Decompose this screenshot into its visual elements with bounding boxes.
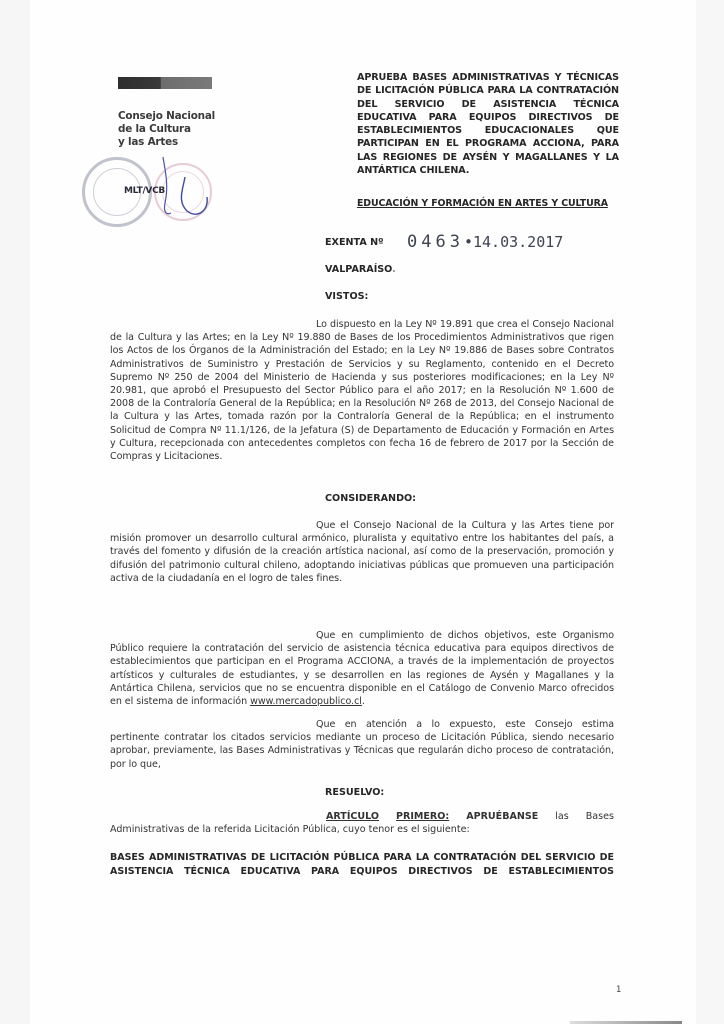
organization-name	[118, 110, 215, 149]
city-label	[325, 264, 396, 275]
scan-margin-right	[696, 0, 724, 1024]
organization-line: Consejo Nacional	[118, 110, 216, 122]
considerando-text-3: Que en atención a lo expuesto, este Consejo estima pertinente contratar los citados servicios mediante un proceso de Licitación Pública, siendo necesario aprobar, previamente, las Bases Administrativas y Técnicas que regularán dicho proceso de contratación, por lo que,	[110, 719, 614, 770]
resolution-number-stamp	[407, 232, 563, 252]
articulo-word: Bases	[585, 811, 614, 822]
articulo-label: ARTÍCULO	[326, 811, 379, 822]
considerando-paragraph-3	[110, 718, 614, 771]
logo-bar	[118, 77, 212, 89]
articulo-primero	[110, 810, 614, 836]
period: .	[361, 696, 365, 708]
considerando-paragraph-2	[110, 629, 614, 708]
articulo-word: las	[555, 811, 569, 822]
page-number: 1	[616, 985, 622, 995]
bases-title: BASES ADMINISTRATIVAS DE LICITACIÓN PÚBLICA PARA LA CONTRATACIÓN DEL SERVICIO DE ASISTENCIA TÉCNICA EDUCATIVA PARA EQUIPOS DIRECTIVOS DE ESTABLECIMIENTOS	[110, 852, 614, 877]
resuelvo-heading: RESUELVO:	[325, 787, 385, 798]
resolution-number: 0463	[407, 232, 464, 252]
articulo-line	[110, 810, 614, 823]
considerando-text-2: Que en cumplimiento de dichos objetivos, este Organismo Público requiere la contratación del servicio de asistencia técnica educativa para equipos directivos de establecimientos que participan en el Programa ACCIONA, a través de la implementación de proyectos artísticos y culturales de estudiantes, y se desarrollen en las regiones de Aysén y Magallanes y la Antártica Chilena, servicios que no se encuentra disponible en el Catálogo de Convenio Marco ofrecidos en el sistema de información	[110, 630, 614, 708]
organization-line: y las Artes	[118, 136, 178, 148]
articulo-verb: APRUÉBANSE	[466, 811, 539, 822]
vistos-heading: VISTOS:	[325, 291, 369, 302]
considerando-text-1: Que el Consejo Nacional de la Cultura y las Artes tiene por misión promover un desarrollo cultural armónico, pluralista y equitativo entre los habitantes del país, a través del fomento y difusión de la creación artística nacional, así como de la preservación, promoción y difusión del patrimonio cultural chileno, adoptando iniciativas públicas que promueven una participación activa de la ciudadanía en el logro de tales fines.	[110, 520, 614, 584]
organization-line: de la Cultura	[118, 123, 191, 135]
department-heading: EDUCACIÓN Y FORMACIÓN EN ARTES Y CULTURA	[357, 198, 608, 209]
articulo-ordinal: PRIMERO:	[395, 811, 450, 822]
vistos-paragraph	[110, 318, 614, 463]
vistos-text: Lo dispuesto en la Ley Nº 19.891 que crea el Consejo Nacional de la Cultura y las Artes; en la Ley Nº 19.880 de Bases de los Procedimientos Administrativos que rigen los Actos de los Órganos de la Administración del Estado; en la Ley Nº 19.886 de Bases sobre Contratos Administrativos de Suministro y Prestación de Servicios y su Reglamento, contenido en el Decreto Supremo Nº 250 de 2004 del Ministerio de Hacienda y sus posteriores modificaciones; en la Ley Nº 20.981, que aprobó el Presupuesto del Sector Público para el año 2017; en la Resolución Nº 1.600 de 2008 de la Contraloría General de la República; en la Resolución Nº 268 de 2013, del Consejo Nacional de la Cultura y las Artes, tomada razón por la Contraloría General de la República; en el instrumento Solicitud de Compra Nº 11.1/126, de la Jefatura (S) de Departamento de Educación y Formación en Artes y Cultura, recepcionada con antecedentes completos con fecha 16 de febrero de 2017 por la Sección de Compras y Licitaciones.	[110, 319, 614, 463]
considerando-paragraph-1	[110, 519, 614, 585]
articulo-text: Administrativas de la referida Licitación Pública, cuyo tenor es el siguiente:	[110, 824, 470, 836]
exenta-label: EXENTA Nº	[325, 237, 384, 248]
city: VALPARAÍSO	[325, 264, 393, 275]
mercadopublico-link[interactable]: www.mercadopublico.cl	[250, 696, 362, 708]
considerando-heading: CONSIDERANDO:	[325, 493, 417, 504]
initials: MLT/VCB	[124, 186, 165, 196]
city-punct: .	[392, 264, 396, 275]
resolution-date: •14.03.2017	[463, 233, 564, 251]
scan-margin-left	[0, 0, 30, 1024]
document-title: APRUEBA BASES ADMINISTRATIVAS Y TÉCNICAS DE LICITACIÓN PÚBLICA PARA LA CONTRATACIÓN DEL SERVICIO DE ASISTENCIA TÉCNICA EDUCATIVA PARA EQUIPOS DIRECTIVOS DE ESTABLECIMIENTOS EDUCACIONALES QUE PARTICIPAN EN EL PROGRAMA ACCIONA, PARA LAS REGIONES DE AYSÉN Y MAGALLANES Y LA ANTÁRTICA CHILENA.	[357, 72, 619, 177]
